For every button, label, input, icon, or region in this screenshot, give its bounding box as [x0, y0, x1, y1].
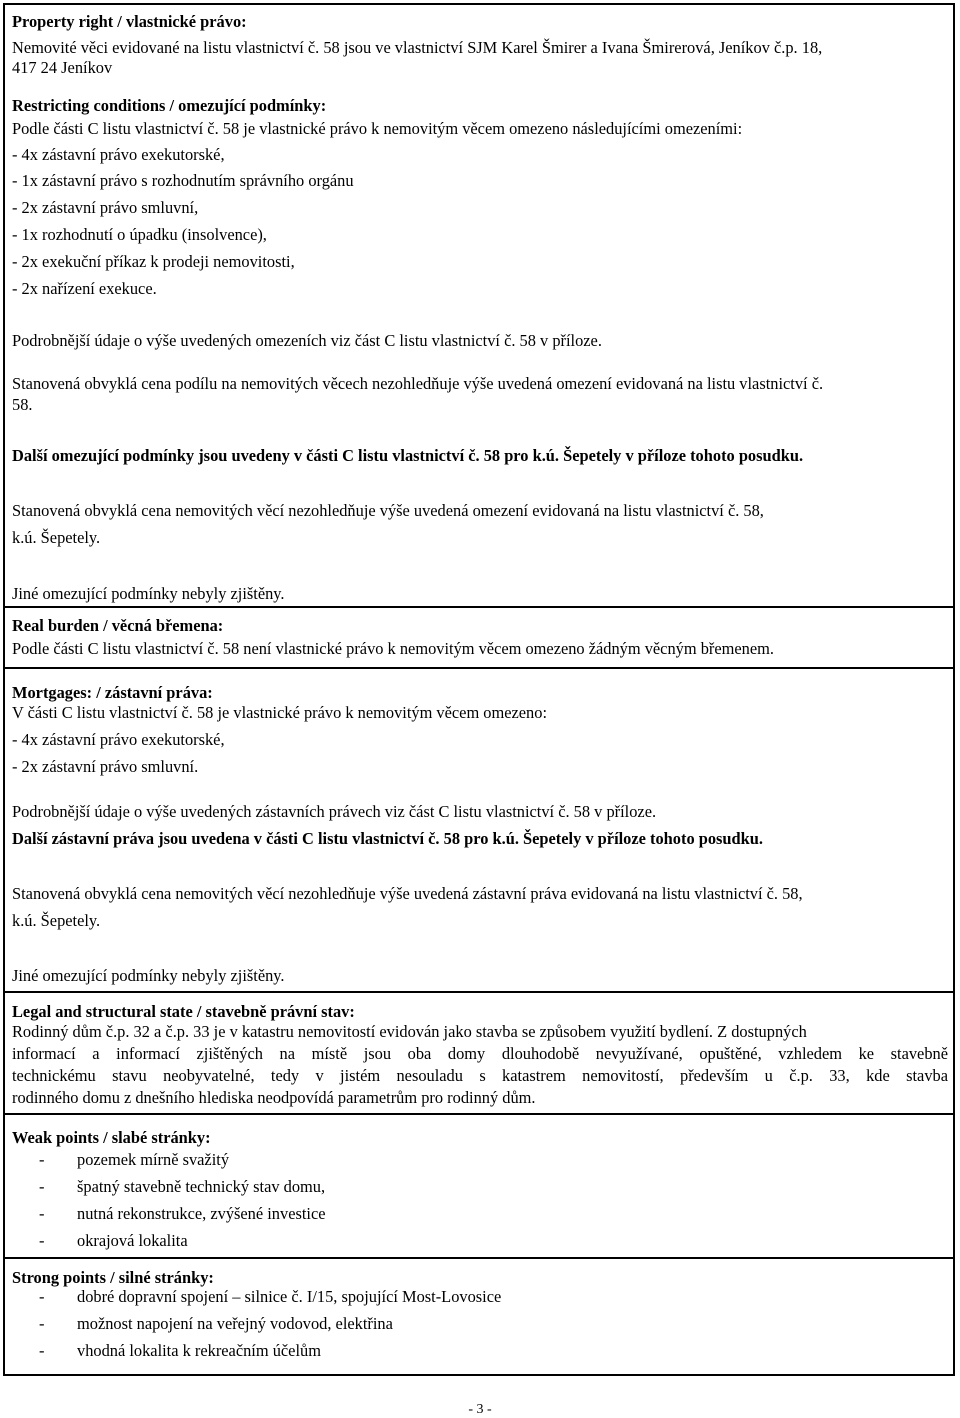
- strong-points-heading: Strong points / silné stránky:: [12, 1268, 214, 1287]
- restriction-item: - 4x zástavní právo exekutorské,: [12, 145, 225, 164]
- strong-point-item: [5, 1314, 945, 1334]
- strong-point-text: dobré dopravní spojení – silnice č. I/15, spojující Most-Lovosice: [77, 1287, 502, 1306]
- weak-point-item: [5, 1150, 945, 1170]
- bullet-dash: -: [39, 1341, 45, 1360]
- restriction-item: - 1x zástavní právo s rozhodnutím správního orgánu: [12, 171, 354, 190]
- bullet-dash: -: [39, 1204, 45, 1223]
- no-other-restrictions: Jiné omezující podmínky nebyly zjištěny.: [12, 584, 285, 603]
- property-right-heading: Property right / vlastnické právo:: [12, 12, 247, 31]
- real-burden-section: [3, 606, 955, 669]
- property-right-section: [3, 3, 955, 608]
- bullet-dash: -: [39, 1287, 45, 1306]
- real-burden-heading: Real burden / věcná břemena:: [12, 616, 224, 635]
- owners-line-1: Nemovité věci evidované na listu vlastnictví č. 58 jsou ve vlastnictví SJM Karel Šmirer a Ivana Šmirerová, Jeníkov č.p. 18,: [12, 38, 823, 57]
- legal-state-line: informací a informací zjištěných na místě jsou oba domy dlouhodobě nevyužívané, opuštěné, vzhledem ke stavebně: [12, 1044, 948, 1063]
- restricting-intro: Podle části C listu vlastnictví č. 58 je vlastnické právo k nemovitým věcem omezeno následujícími omezeními:: [12, 119, 743, 138]
- price-note-line-1: Stanovená obvyklá cena podílu na nemovitých věcech nezohledňuje výše uvedená omezení evidovaná na listu vlastnictví č.: [12, 374, 824, 393]
- mortgage-item: - 2x zástavní právo smluvní.: [12, 757, 199, 776]
- legal-state-line: technickému stavu neobyvatelné, tedy v jistém nesouladu s katastrem nemovitostí, především u č.p. 33, kde stavba: [12, 1066, 948, 1085]
- mortgages-section: [3, 667, 955, 993]
- restriction-item: - 2x zástavní právo smluvní,: [12, 198, 199, 217]
- price-note-b-line-1: Stanovená obvyklá cena nemovitých věcí nezohledňuje výše uvedená omezení evidovaná na listu vlastnictví č. 58,: [12, 501, 764, 520]
- weak-point-item: [5, 1177, 945, 1197]
- owners-line-2: 417 24 Jeníkov: [12, 58, 113, 77]
- mortgage-item: - 4x zástavní právo exekutorské,: [12, 730, 225, 749]
- weak-point-text: špatný stavebně technický stav domu,: [77, 1177, 326, 1196]
- strong-point-item: [5, 1341, 945, 1361]
- weak-point-text: pozemek mírně svažitý: [77, 1150, 230, 1169]
- weak-points-heading: Weak points / slabé stránky:: [12, 1128, 211, 1147]
- strong-point-text: vhodná lokalita k rekreačním účelům: [77, 1341, 321, 1360]
- restricting-heading: Restricting conditions / omezující podmínky:: [12, 96, 327, 115]
- price-note-b-line-2: k.ú. Šepetely.: [12, 528, 101, 547]
- restriction-item: - 1x rozhodnutí o úpadku (insolvence),: [12, 225, 267, 244]
- bullet-dash: -: [39, 1314, 45, 1333]
- legal-state-heading: Legal and structural state / stavebně právní stav:: [12, 1002, 355, 1021]
- further-mortgages: Další zástavní práva jsou uvedena v části C listu vlastnictví č. 58 pro k.ú. Šepetely v příloze tohoto posudku.: [12, 829, 763, 848]
- bullet-dash: -: [39, 1150, 45, 1169]
- restrictions-details: Podrobnější údaje o výše uvedených omezeních viz část C listu vlastnictví č. 58 v příloze.: [12, 331, 602, 350]
- strong-point-item: [5, 1287, 945, 1307]
- legal-state-line: rodinného domu z dnešního hlediska neodpovídá parametrům pro rodinný dům.: [12, 1088, 536, 1107]
- mortgages-heading: Mortgages: / zástavní práva:: [12, 683, 213, 702]
- strong-point-text: možnost napojení na veřejný vodovod, elektřina: [77, 1314, 393, 1333]
- bullet-dash: -: [39, 1177, 45, 1196]
- weak-point-item: [5, 1204, 945, 1224]
- further-restrictions: Další omezující podmínky jsou uvedeny v části C listu vlastnictví č. 58 pro k.ú. Šepetely v příloze tohoto posudku.: [12, 446, 804, 465]
- mortgages-intro: V části C listu vlastnictví č. 58 je vlastnické právo k nemovitým věcem omezeno:: [12, 703, 548, 722]
- weak-point-text: nutná rekonstrukce, zvýšené investice: [77, 1204, 326, 1223]
- bullet-dash: -: [39, 1231, 45, 1250]
- legal-state-section: [3, 991, 955, 1115]
- real-burden-text: Podle části C listu vlastnictví č. 58 není vlastnické právo k nemovitým věcem omezeno žádným věcným břemenem.: [12, 639, 774, 658]
- weak-point-item: [5, 1231, 945, 1251]
- weak-point-text: okrajová lokalita: [77, 1231, 188, 1250]
- weak-points-section: [3, 1113, 955, 1259]
- no-other-mortgages: Jiné omezující podmínky nebyly zjištěny.: [12, 966, 285, 985]
- legal-state-line: Rodinný dům č.p. 32 a č.p. 33 je v katastru nemovitostí evidován jako stavba se způsobem využití bydlení. Z dostupných: [12, 1022, 807, 1041]
- page-number: - 3 -: [468, 1402, 492, 1417]
- mortgage-price-note-line-2: k.ú. Šepetely.: [12, 911, 101, 930]
- price-note-line-2: 58.: [12, 395, 33, 414]
- strong-points-section: [3, 1257, 955, 1376]
- restriction-item: - 2x nařízení exekuce.: [12, 279, 157, 298]
- mortgages-details: Podrobnější údaje o výše uvedených zástavních právech viz část C listu vlastnictví č. 58 v příloze.: [12, 802, 657, 821]
- mortgage-price-note-line-1: Stanovená obvyklá cena nemovitých věcí nezohledňuje výše uvedená zástavní práva evidovaná na listu vlastnictví č. 58,: [12, 884, 803, 903]
- restriction-item: - 2x exekuční příkaz k prodeji nemovitosti,: [12, 252, 295, 271]
